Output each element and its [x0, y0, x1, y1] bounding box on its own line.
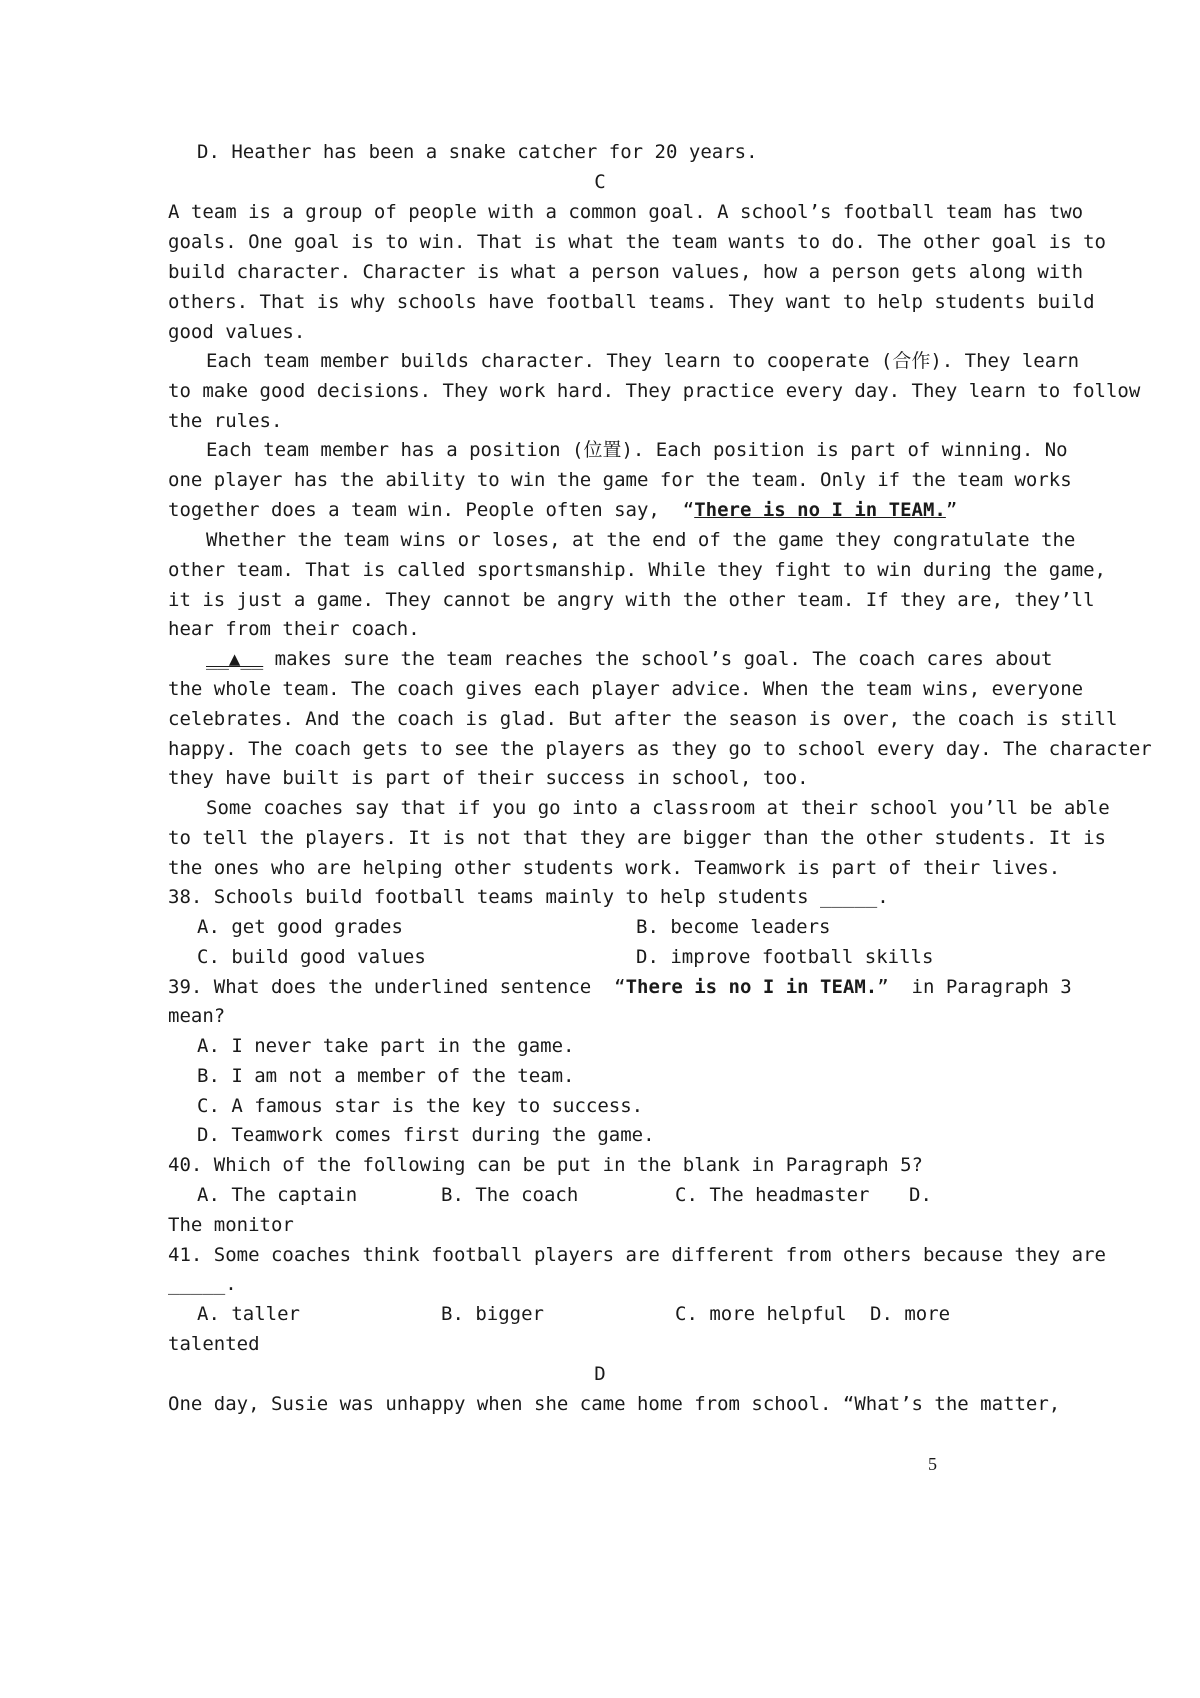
- q41-option-a: A. taller: [197, 1303, 300, 1325]
- c-p3-close-quote: ”: [945, 499, 958, 521]
- blank-triangle: __▲__: [206, 648, 264, 670]
- c-p5-line: the whole team. The coach gives each player advice. When the team wins, everyone: [168, 678, 1084, 700]
- q40-option-a: A. The captain: [197, 1184, 358, 1206]
- c-p3-last-text: together does a team win. People often say, “: [168, 499, 695, 521]
- section-d-label: D: [594, 1363, 606, 1385]
- c-p3-line: Each team member has a position (位置). Each position is part of winning. No: [206, 439, 1068, 461]
- d-first-line: One day, Susie was unhappy when she came home from school. “What’s the matter,: [168, 1393, 1061, 1415]
- section-c-label: C: [594, 171, 606, 193]
- q38-option-a: A. get good grades: [197, 916, 403, 938]
- q41-stem: 41. Some coaches think football players are different from others because they are: [168, 1244, 1106, 1266]
- q41-option-c: C. more helpful: [675, 1303, 847, 1325]
- c-p1-line: goals. One goal is to win. That is what the team wants to do. The other goal is to: [168, 231, 1106, 253]
- c-p4-line: Whether the team wins or loses, at the end of the game they congratulate the: [206, 529, 1076, 551]
- c-p5-line: celebrates. And the coach is glad. But after the season is over, the coach is still: [168, 708, 1118, 730]
- c-p6-line: to tell the players. It is not that they are bigger than the other students. It is: [168, 827, 1106, 849]
- c-p1-line: others. That is why schools have football teams. They want to help students build: [168, 291, 1095, 313]
- c-p2-line: Each team member builds character. They learn to cooperate (合作). They learn: [206, 350, 1080, 372]
- q39-option-c: C. A famous star is the key to success.: [197, 1095, 644, 1117]
- q39-stem-cont: mean?: [168, 1005, 226, 1027]
- q40-option-d-text: The monitor: [168, 1214, 294, 1236]
- q38-option-c: C. build good values: [197, 946, 426, 968]
- q39-option-b: B. I am not a member of the team.: [197, 1065, 575, 1087]
- c-p4-line: it is just a game. They cannot be angry with the other team. If they are, they’ll: [168, 589, 1095, 611]
- c-p5-first-line: [206, 647, 1053, 671]
- q41-option-d-cont: talented: [168, 1333, 260, 1355]
- q39-option-a: A. I never take part in the game.: [197, 1035, 575, 1057]
- q39-stem-post: ” in Paragraph 3: [877, 976, 1072, 998]
- q39-option-d: D. Teamwork comes first during the game.: [197, 1124, 655, 1146]
- c-p6-line: Some coaches say that if you go into a classroom at their school you’ll be able: [206, 797, 1110, 819]
- c-p5-first-text: makes sure the team reaches the school’s goal. The coach cares about: [263, 648, 1053, 670]
- q39-stem-text: 39. What does the underlined sentence “: [168, 976, 626, 998]
- q40-stem: 40. Which of the following can be put in the blank in Paragraph 5?: [168, 1154, 923, 1176]
- q39-stem: [168, 975, 1072, 999]
- q38-stem: 38. Schools build football teams mainly to help students _____.: [168, 886, 889, 908]
- c-p4-line: other team. That is called sportsmanship. While they fight to win during the game,: [168, 559, 1106, 581]
- c-p1-line: good values.: [168, 321, 306, 343]
- c-p3-last-line: [168, 498, 957, 522]
- c-p2-line: the rules.: [168, 410, 283, 432]
- q41-option-d: D. more: [870, 1303, 951, 1325]
- c-p5-line: they have built is part of their success in school, too.: [168, 767, 809, 789]
- underlined-sentence: There is no I in TEAM.: [694, 499, 946, 521]
- page-number: 5: [928, 1454, 937, 1474]
- c-p1-line: build character. Character is what a person values, how a person gets along with: [168, 261, 1084, 283]
- c-p6-line: the ones who are helping other students work. Teamwork is part of their lives.: [168, 857, 1061, 879]
- q40-option-c: C. The headmaster: [675, 1184, 870, 1206]
- c-p5-line: happy. The coach gets to see the players as they go to school every day. The character: [168, 738, 1152, 760]
- q39-quote: There is no I in TEAM.: [625, 976, 878, 998]
- q41-option-b: B. bigger: [441, 1303, 544, 1325]
- q38-option-b: B. become leaders: [636, 916, 831, 938]
- c-p3-line: one player has the ability to win the game for the team. Only if the team works: [168, 469, 1072, 491]
- c-p4-line: hear from their coach.: [168, 618, 420, 640]
- c-p2-line: to make good decisions. They work hard. They practice every day. They learn to follow: [168, 380, 1141, 402]
- q40-option-d-label: D.: [909, 1184, 932, 1206]
- q41-stem-cont: _____.: [168, 1273, 237, 1295]
- q40-option-b: B. The coach: [441, 1184, 579, 1206]
- c-p1-line: A team is a group of people with a common goal. A school’s football team has two: [168, 201, 1084, 223]
- prev-option-d: D. Heather has been a snake catcher for 20 years.: [197, 141, 758, 163]
- q38-option-d: D. improve football skills: [636, 946, 934, 968]
